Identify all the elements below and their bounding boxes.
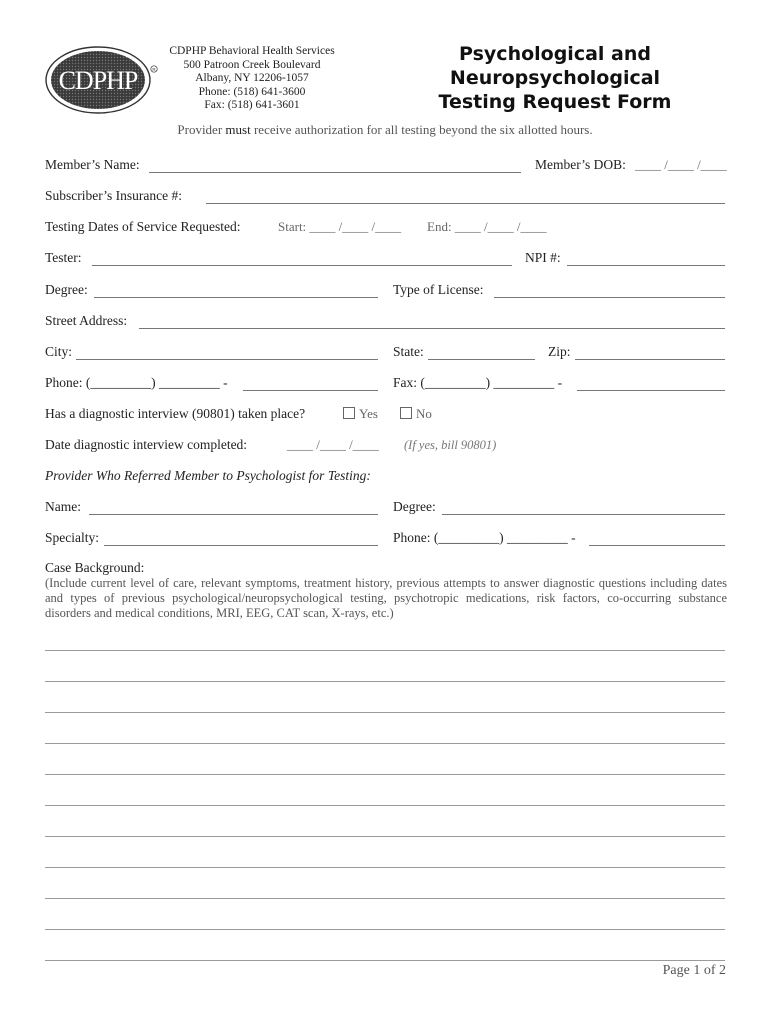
state-label: State: [393,344,424,359]
member-name-field[interactable] [149,172,521,173]
case-background-line[interactable] [45,743,725,744]
subscriber-insurance-field[interactable] [206,203,725,204]
cdphp-logo [44,44,162,116]
yes-checkbox[interactable] [343,406,378,422]
street-address-label: Street Address: [45,313,128,328]
fax-field[interactable] [577,390,725,391]
diagnostic-date-field[interactable]: ____ /____ /____ [287,437,379,452]
tester-label: Tester: [45,250,82,265]
case-background-line[interactable] [45,805,725,806]
degree-label: Degree: [45,282,88,297]
case-background-line[interactable] [45,836,725,837]
member-dob-field[interactable]: ____ /____ /____ [635,157,727,172]
no-checkbox[interactable] [400,406,432,422]
notice-post: receive authorization for all testing beyond the six allotted hours. [250,122,593,137]
diagnostic-date-label: Date diagnostic interview completed: [45,437,248,452]
start-date-field[interactable]: Start: ____ /____ /____ [278,219,402,234]
form-title [425,42,685,114]
referrer-name-label: Name: [45,499,81,514]
end-date-field[interactable]: End: ____ /____ /____ [427,219,547,234]
state-field[interactable] [428,359,535,360]
case-background-title: Case Background: [45,560,145,575]
authorization-notice [0,122,770,138]
zip-label: Zip: [548,344,571,359]
org-address-block [162,45,342,113]
member-dob-label: Member’s DOB: [535,157,626,172]
page-number: Page 1 of 2 [662,963,726,978]
npi-field[interactable] [567,265,725,266]
title-line-1: Psychological and [459,43,651,65]
diagnostic-interview-question: Has a diagnostic interview (90801) taken place? [45,406,306,421]
title-line-3: Testing Request Form [438,91,672,113]
case-background-line[interactable] [45,929,725,930]
license-type-label: Type of License: [393,282,484,297]
logo-text: CDPHP [58,66,138,95]
subscriber-insurance-label: Subscriber’s Insurance #: [45,188,182,203]
referrer-specialty-label: Specialty: [45,530,99,545]
degree-field[interactable] [94,297,378,298]
city-field[interactable] [76,359,378,360]
npi-label: NPI #: [525,250,561,265]
zip-field[interactable] [575,359,725,360]
testing-dates-label: Testing Dates of Service Requested: [45,219,241,234]
case-background-line[interactable] [45,774,725,775]
title-line-2: Neuropsychological [449,67,661,89]
member-name-label: Member’s Name: [45,157,140,172]
case-background-line[interactable] [45,867,725,868]
case-background-line[interactable] [45,712,725,713]
phone-label: Phone: (_________) _________ - [45,375,228,390]
case-background-line[interactable] [45,681,725,682]
bill-note: (If yes, bill 90801) [404,438,497,452]
referrer-degree-label: Degree: [393,499,436,514]
referrer-phone-label: Phone: (_________) _________ - [393,530,576,545]
org-fax: Fax: (518) 641-3601 [204,99,300,111]
org-city: Albany, NY 12206-1057 [195,72,309,84]
phone-field[interactable] [243,390,378,391]
referrer-name-field[interactable] [89,514,378,515]
referrer-specialty-field[interactable] [104,545,378,546]
yes-checkbox-box[interactable] [343,407,355,419]
city-label: City: [45,344,73,359]
no-checkbox-box[interactable] [400,407,412,419]
yes-label: Yes [359,406,378,421]
fax-label: Fax: (_________) _________ - [393,375,563,390]
street-address-field[interactable] [139,328,725,329]
case-background-line[interactable] [45,650,725,651]
referrer-phone-field[interactable] [589,545,725,546]
org-name: CDPHP Behavioral Health Services [169,45,335,57]
tester-field[interactable] [92,265,512,266]
notice-pre: Provider [177,122,226,137]
referrer-degree-field[interactable] [442,514,725,515]
notice-emphasis: must [225,122,251,137]
license-type-field[interactable] [494,297,725,298]
svg-text:R: R [152,67,156,72]
case-background-line[interactable] [45,898,725,899]
case-background-instructions: (Include current level of care, relevant symptoms, treatment history, previous attempts to answer diagnostic questions including dates and types of previous psychological/neuropsychological testing, psychotropic medications, risk factors, co-occurring substance disorders and medical conditions, MRI, EEG, CAT scan, X-rays, etc.) [45,576,727,620]
org-phone: Phone: (518) 641-3600 [198,85,306,98]
referral-heading: Provider Who Referred Member to Psychologist for Testing: [45,468,371,483]
org-street: 500 Patroon Creek Boulevard [183,58,321,71]
case-background-line[interactable] [45,960,725,961]
no-label: No [416,406,432,421]
